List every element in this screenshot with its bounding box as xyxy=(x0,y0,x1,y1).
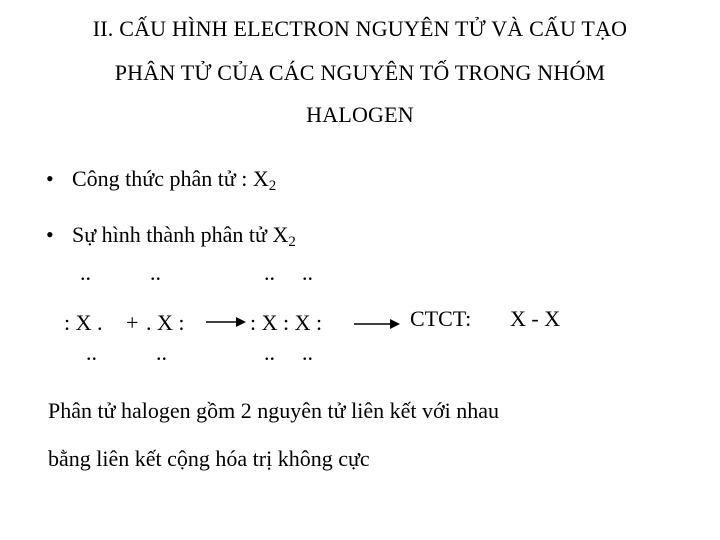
title-line-3: HALOGEN xyxy=(306,102,414,127)
lone-pair-dots: .. xyxy=(80,260,91,285)
bullet-formula-text: Công thức phân tử : X xyxy=(72,166,269,191)
conclusion-line-2: bằng liên kết cộng hóa trị không cực xyxy=(48,446,370,471)
atom-left: : X . xyxy=(64,310,103,335)
reaction-arrow-icon xyxy=(206,314,246,330)
bullet-formula xyxy=(46,166,276,192)
lone-pair-dots: .. xyxy=(302,260,313,285)
title-line-2: PHÂN TỬ CỦA CÁC NGUYÊN TỐ TRONG NHÓM xyxy=(114,60,606,85)
plus-sign: + xyxy=(126,310,139,335)
subscript: 2 xyxy=(288,234,296,250)
structure-arrow-icon xyxy=(354,316,400,332)
lone-pair-dots: .. xyxy=(302,340,313,365)
bullet-formation-text: Sự hình thành phân tử X xyxy=(72,222,289,247)
subscript: 2 xyxy=(268,178,277,194)
lone-pair-dots: .. xyxy=(150,260,161,285)
molecule-lewis: : X : X : xyxy=(250,310,323,335)
bullet-dot-icon: • xyxy=(46,222,54,247)
atom-right: . X : xyxy=(146,310,185,335)
title-line-1: II. CẤU HÌNH ELECTRON NGUYÊN TỬ VÀ CẤU TẠO xyxy=(92,16,628,41)
ctct-label: CTCT: xyxy=(410,306,472,331)
bullet-dot-icon: • xyxy=(46,166,54,191)
lone-pair-dots: .. xyxy=(264,260,275,285)
conclusion-line-1: Phân tử halogen gồm 2 nguyên tử liên kết với nhau xyxy=(48,398,499,423)
ctct-formula: X - X xyxy=(510,306,561,331)
bullet-formation xyxy=(46,222,296,248)
lone-pair-dots: .. xyxy=(156,340,167,365)
lone-pair-dots: .. xyxy=(86,340,97,365)
lone-pair-dots: .. xyxy=(264,340,275,365)
